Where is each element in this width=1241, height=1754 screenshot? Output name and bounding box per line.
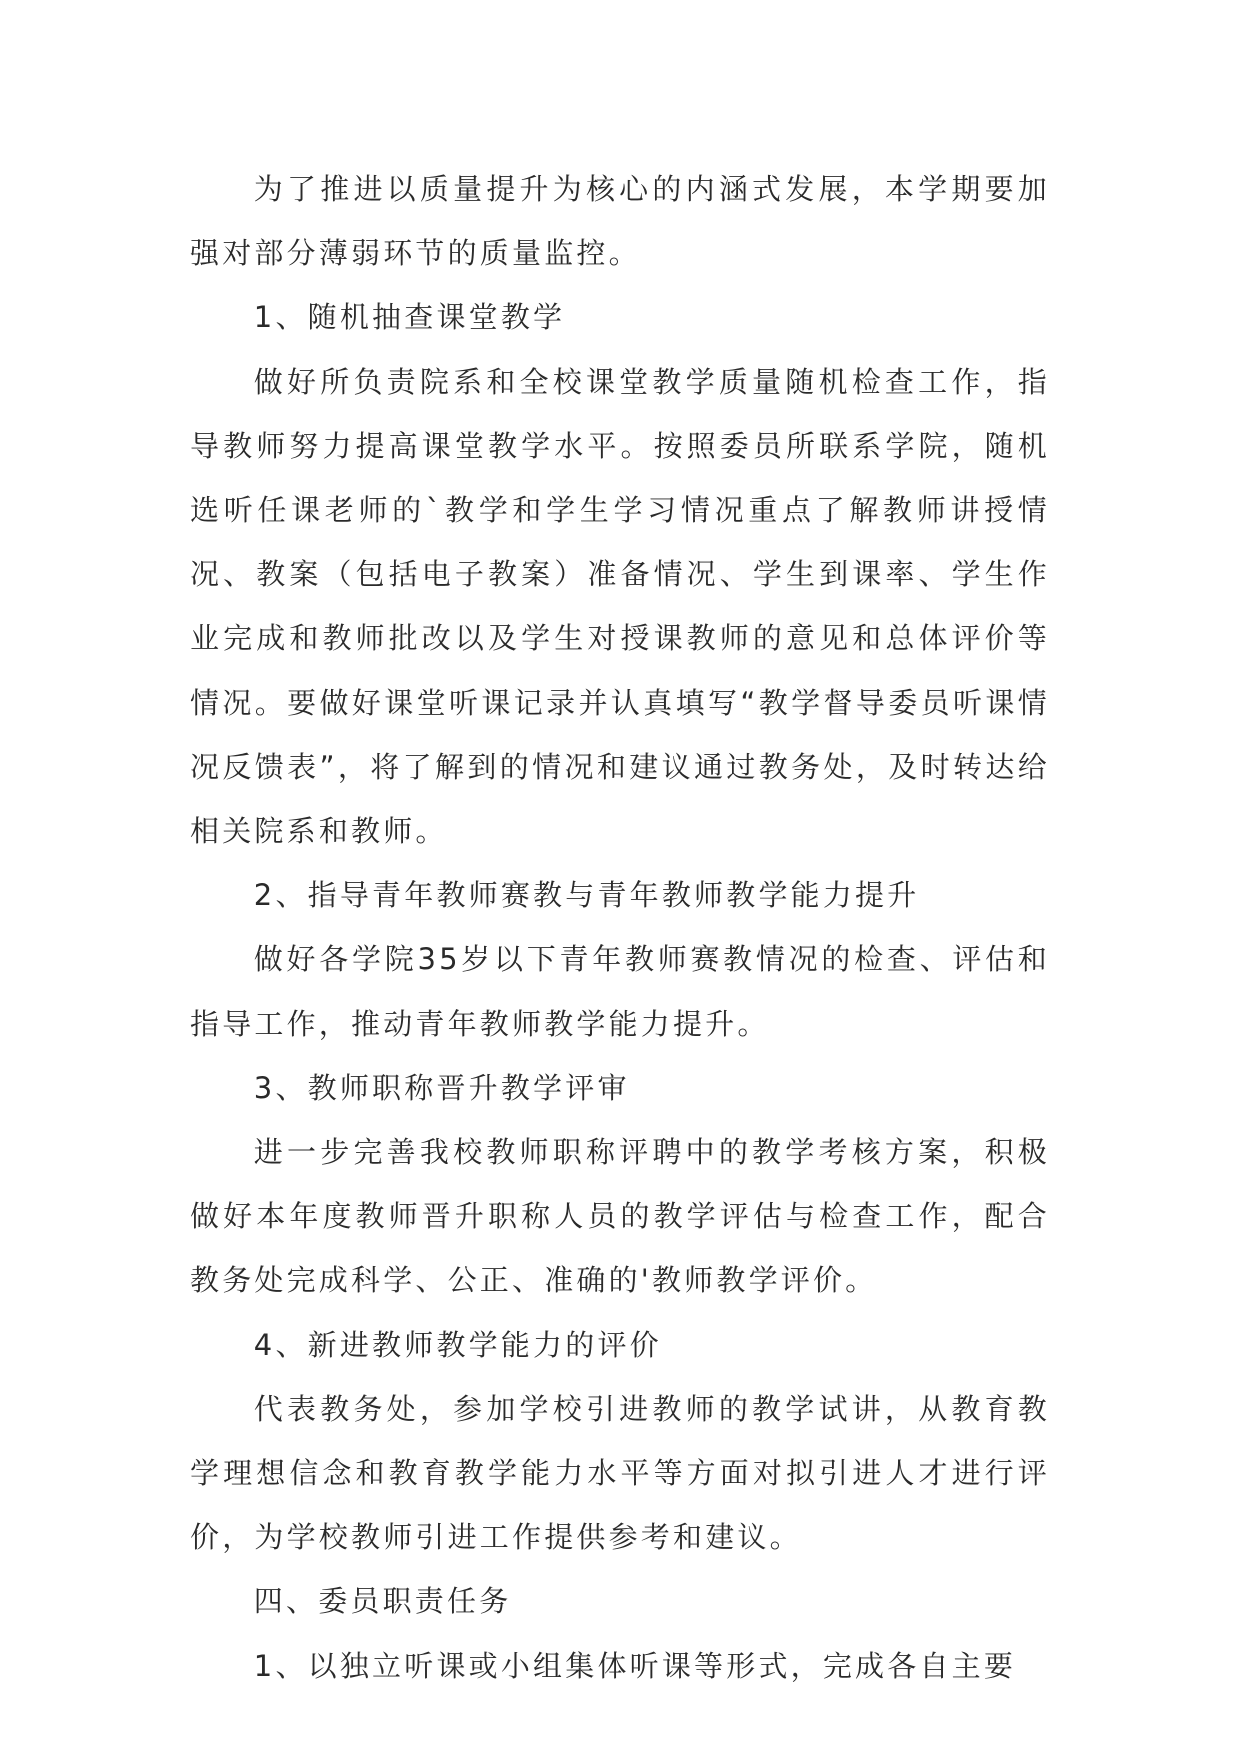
heading-new-teacher-evaluation: 4、新进教师教学能力的评价 [253,1327,662,1362]
heading-young-teacher-guidance: 2、指导青年教师赛教与青年教师教学能力提升 [253,878,920,913]
paragraph-new-teacher-evaluation: 代表教务处，参加学校引进教师的教学试讲，从教育教学理想信念和教育教学能力水平等方面对拟引进人才进行评价，为学校教师引进工作提供参考和建议。 [190,1391,1050,1555]
heading-random-inspection: 1、随机抽查课堂教学 [253,300,566,335]
paragraph-member-duties-1: 1、以独立听课或小组集体听课等形式，完成各自主要 [253,1648,1017,1683]
paragraph-intro: 为了推进以质量提升为核心的内涵式发展，本学期要加强对部分薄弱环节的质量监控。 [190,172,1050,271]
heading-title-promotion-review: 3、教师职称晋升教学评审 [253,1070,630,1105]
paragraph-young-teacher-guidance: 做好各学院35岁以下青年教师赛教情况的检查、评估和指导工作，推动青年教师教学能力提升。 [190,942,1050,1041]
document-body [190,157,1050,1698]
paragraph-random-inspection: 做好所负责院系和全校课堂教学质量随机检查工作，指导教师努力提高课堂教学水平。按照委员所联系学院，随机选听任课老师的`教学和学生学习情况重点了解教师讲授情况、教案（包括电子教案）准备情况、学生到课率、学生作业完成和教师批改以及学生对授课教师的意见和总体评价等情况。要做好课堂听课记录并认真填写“教学督导委员听课情况反馈表”，将了解到的情况和建议通过教务处，及时转达给相关院系和教师。 [190,364,1050,849]
heading-member-duties: 四、委员职责任务 [253,1584,512,1619]
paragraph-title-promotion-review: 进一步完善我校教师职称评聘中的教学考核方案，积极做好本年度教师晋升职称人员的教学评估与检查工作，配合教务处完成科学、公正、准确的'教师教学评价。 [190,1135,1050,1298]
